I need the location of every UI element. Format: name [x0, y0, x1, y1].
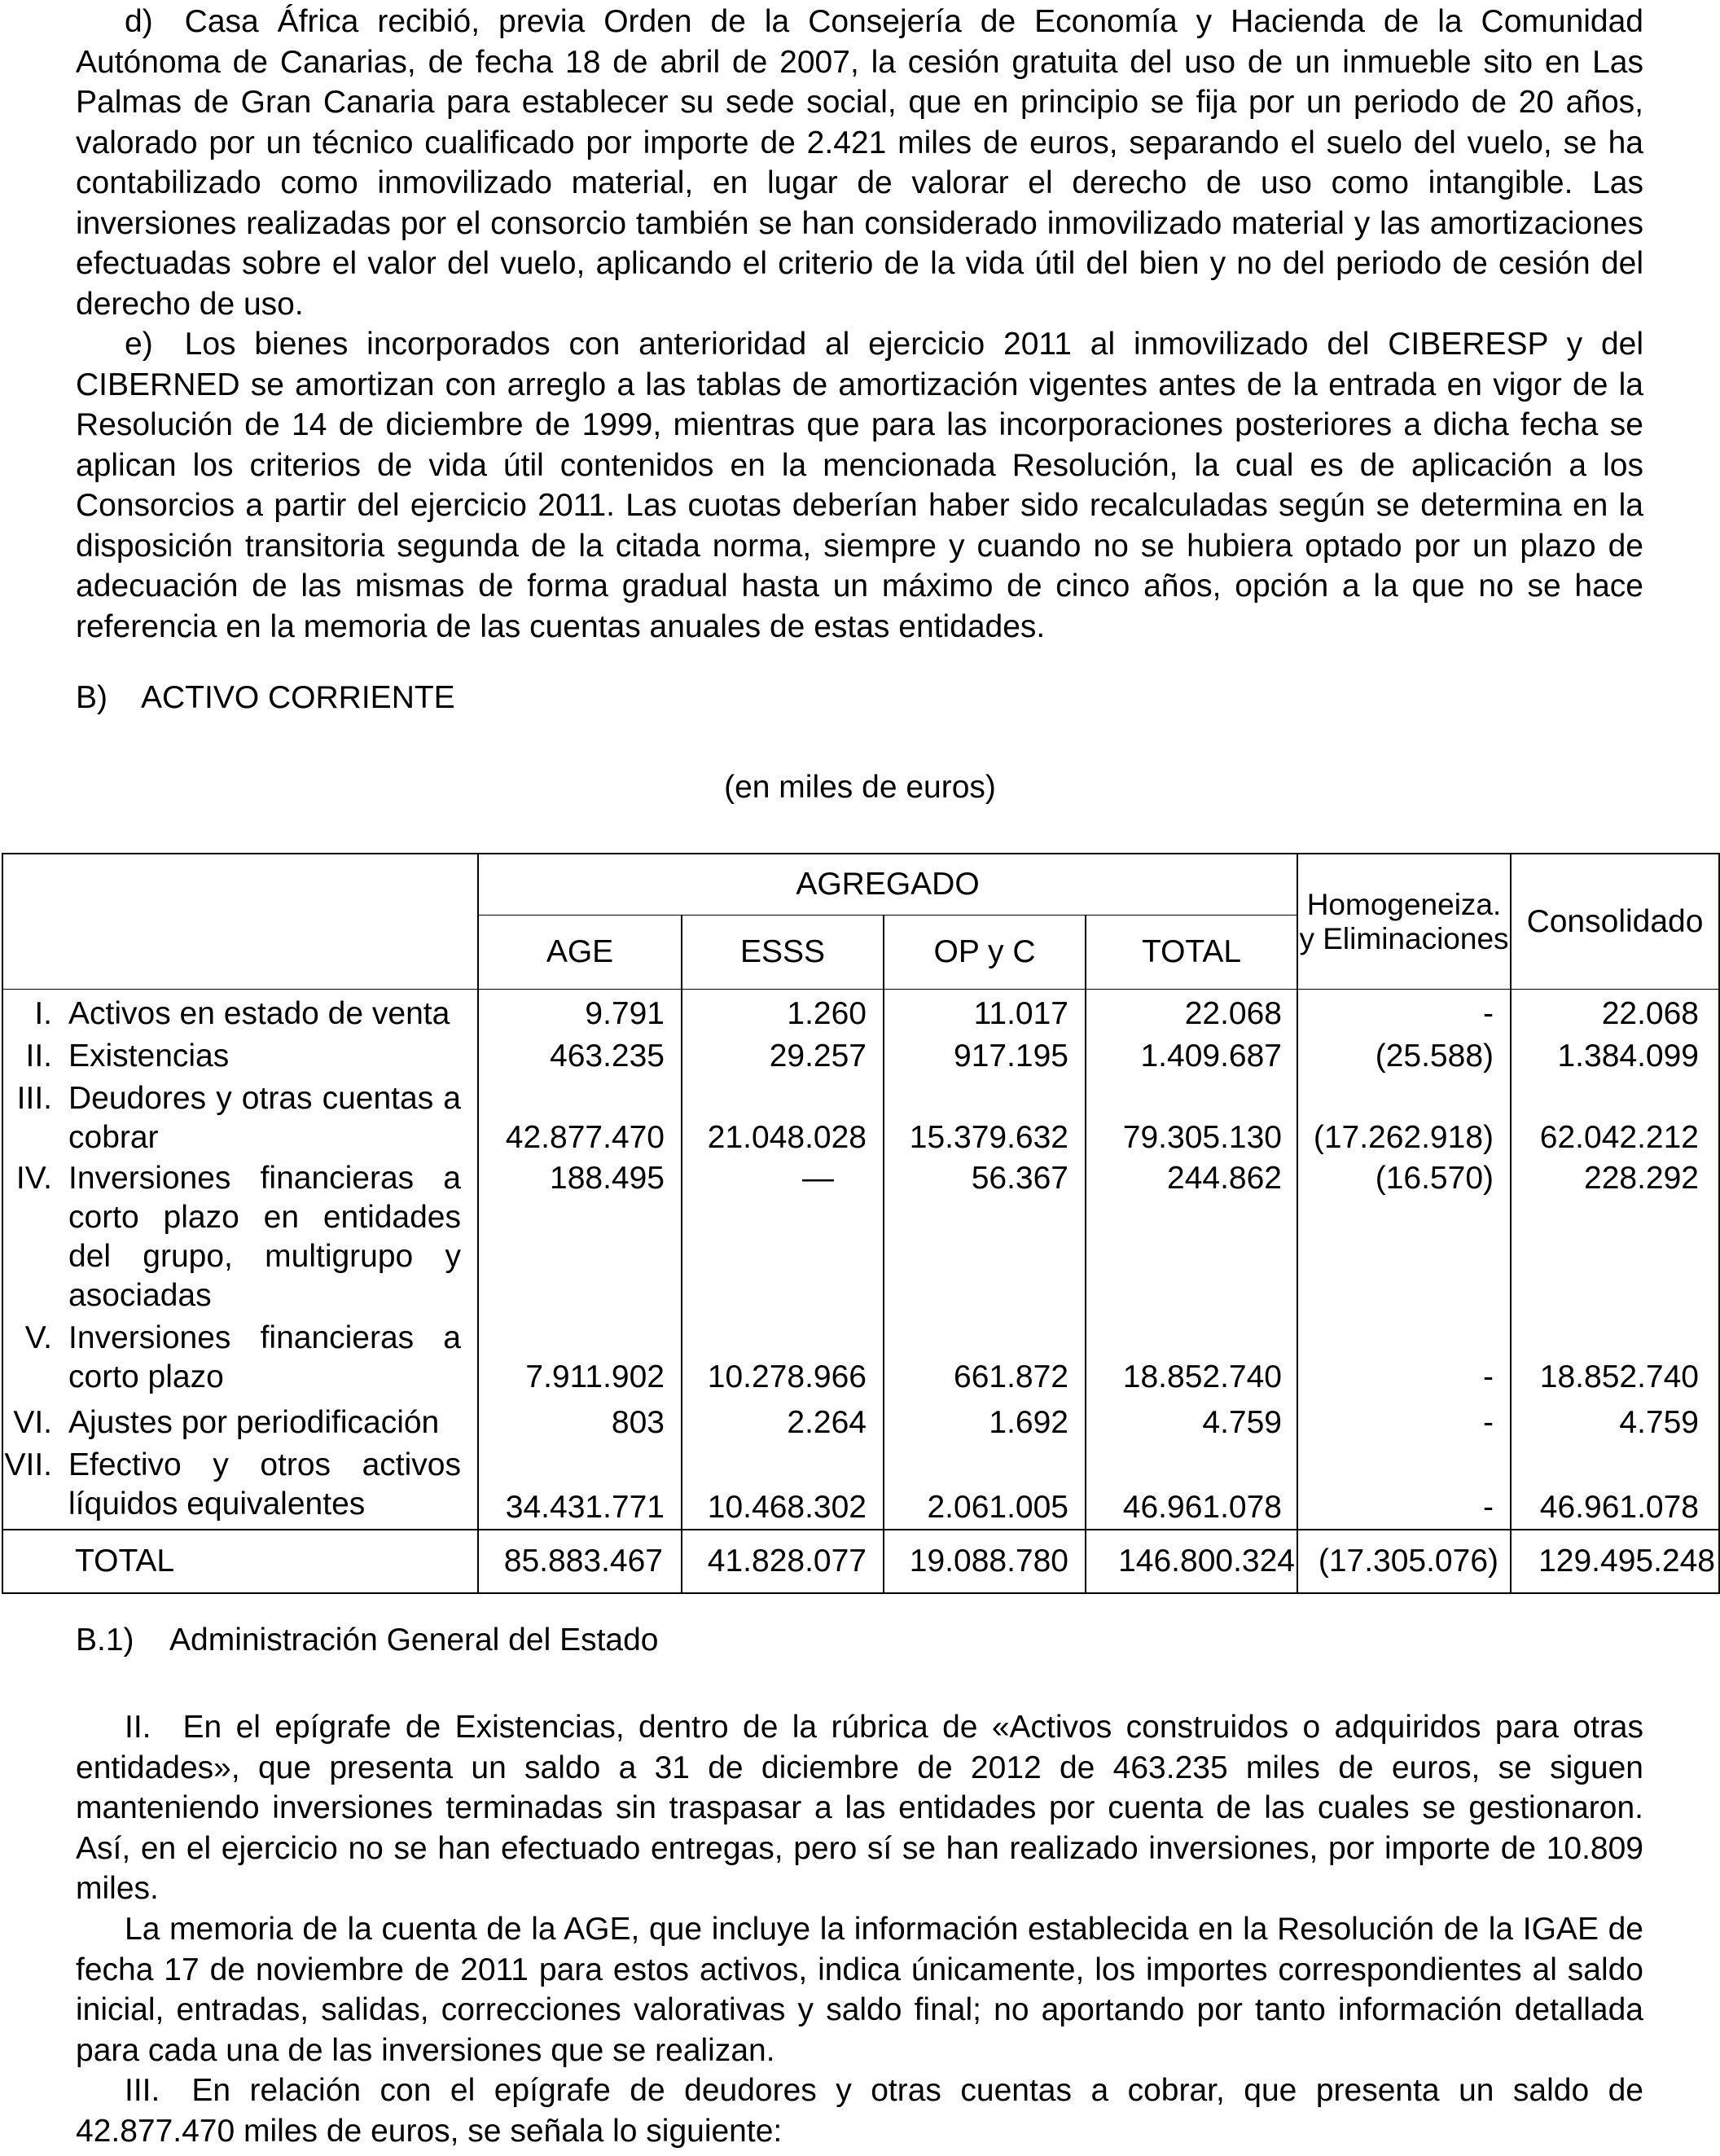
total-total: 146.800.324 [1086, 1530, 1297, 1593]
cell-age: 803 [478, 1397, 682, 1442]
subsection-heading [76, 1621, 658, 1660]
row-label: Activos en estado de venta [68, 996, 450, 1031]
cell-total: 18.852.740 [1086, 1315, 1297, 1397]
cell-homog: - [1297, 1442, 1511, 1530]
cell-age: 34.431.771 [478, 1442, 682, 1530]
cell-opyc: 917.195 [884, 1034, 1086, 1076]
cell-opyc: 11.017 [884, 990, 1086, 1034]
cell-age: 9.791 [478, 990, 682, 1034]
subsection-title: Administración General del Estado [169, 1622, 659, 1658]
cell-total: 4.759 [1086, 1397, 1297, 1442]
section-title: ACTIVO CORRIENTE [141, 680, 455, 715]
current-assets-table [2, 853, 1720, 1594]
row-number: II. [25, 1038, 52, 1074]
header-esss: ESSS [682, 916, 884, 990]
cell-opyc: 1.692 [884, 1397, 1086, 1442]
paragraph-memoria: La memoria de la cuenta de la AGE, que incluye la información establecida en la Resolución de la IGAE de fecha 17 de noviembre de 2011 para estos activos, indica únicamente, los importes correspondientes al saldo inicial, entradas, salidas, correcciones valorativas y saldo final; no aportando por tanto información detallada para cada una de las inversiones que se realizan. [76, 1911, 1643, 2068]
cell-consol: 228.292 [1511, 1157, 1719, 1315]
row-label: Inversiones financieras a corto plazo [68, 1320, 461, 1394]
row-label: Efectivo y otros activos líquidos equivalentes [68, 1447, 461, 1521]
cell-age: 188.495 [478, 1157, 682, 1315]
paragraph-d: d) Casa África recibió, previa Orden de la Consejería de Economía y Hacienda de la Comunidad Autónoma de Canarias, de fecha 18 de abril de 2007, la cesión gratuita del uso de un inmueble sito en Las Palmas de Gran Canaria para establecer su sede social, que en principio se fija por un periodo de 20 años, valorado por un técnico cualificado por importe de 2.421 miles de euros, separando el suelo del vuelo, se ha contabilizado como inmovilizado material, en lugar de valorar el derecho de uso como intangible. Las inversiones realizadas por el consorcio también se han considerado inmovilizado material y las amortizaciones efectuadas sobre el valor del vuelo, aplicando el criterio de la vida útil del bien y no del periodo de cesión del derecho de uso. [76, 4, 1643, 322]
cell-consol: 46.961.078 [1511, 1442, 1719, 1530]
cell-homog: (16.570) [1297, 1157, 1511, 1315]
header-empty-cell [2, 854, 478, 990]
header-age: AGE [478, 916, 682, 990]
header-opyc: OP y C [884, 916, 1086, 990]
cell-esss: 29.257 [682, 1034, 884, 1076]
bottom-text-block [76, 1707, 1643, 2152]
cell-esss: 1.260 [682, 990, 884, 1034]
cell-consol: 4.759 [1511, 1397, 1719, 1442]
cell-consol: 18.852.740 [1511, 1315, 1719, 1397]
cell-total: 79.305.130 [1086, 1076, 1297, 1157]
section-heading [76, 680, 455, 716]
table-row [2, 1397, 1719, 1442]
row-number: VII. [4, 1447, 52, 1482]
table-row [2, 1315, 1719, 1397]
cell-esss: 2.264 [682, 1397, 884, 1442]
header-agregado: AGREGADO [478, 854, 1297, 916]
table-row [2, 1034, 1719, 1076]
cell-opyc: 15.379.632 [884, 1076, 1086, 1157]
total-opyc: 19.088.780 [884, 1530, 1086, 1593]
row-number: III. [16, 1081, 52, 1116]
row-label: Inversiones financieras a corto plazo en entidades del grupo, multigrupo y asociadas [68, 1161, 461, 1313]
cell-homog: - [1297, 990, 1511, 1034]
cell-homog: (17.262.918) [1297, 1076, 1511, 1157]
cell-homog: - [1297, 1315, 1511, 1397]
total-age: 85.883.467 [478, 1530, 682, 1593]
row-label: Deudores y otras cuentas a cobrar [68, 1081, 461, 1155]
subsection-number: B.1) [76, 1622, 134, 1658]
cell-age: 463.235 [478, 1034, 682, 1076]
total-consol: 129.495.248 [1511, 1530, 1719, 1593]
cell-age: 7.911.902 [478, 1315, 682, 1397]
table-row [2, 1442, 1719, 1530]
paragraph-ii: II. En el epígrafe de Existencias, dentro de la rúbrica de «Activos construidos o adquiridos para otras entidades», que presenta un saldo a 31 de diciembre de 2012 de 463.235 miles de euros, se siguen manteniendo inversiones terminadas sin traspasar a las entidades por cuenta de las cuales se gestionaron. Así, en el ejercicio no se han efectuado entregas, pero sí se han realizado inversiones, por importe de 10.809 miles. [76, 1710, 1643, 1907]
cell-total: 244.862 [1086, 1157, 1297, 1315]
cell-opyc: 2.061.005 [884, 1442, 1086, 1530]
total-label: TOTAL [2, 1530, 478, 1593]
cell-esss: 21.048.028 [682, 1076, 884, 1157]
row-number: I. [34, 996, 52, 1031]
units-caption: (en miles de euros) [724, 770, 996, 805]
header-consolidado: Consolidado [1511, 854, 1719, 990]
row-number: VI. [13, 1405, 52, 1440]
cell-age: 42.877.470 [478, 1076, 682, 1157]
section-number: B) [76, 680, 108, 715]
header-homogeneizacion: Homogeneiza. y Eliminaciones [1297, 854, 1511, 990]
row-number: V. [24, 1320, 52, 1355]
top-text-block [76, 0, 1643, 647]
total-homog: (17.305.076) [1297, 1530, 1511, 1593]
cell-consol: 62.042.212 [1511, 1076, 1719, 1157]
paragraph-iii: III. En relación con el epígrafe de deudores y otras cuentas a cobrar, que presenta un saldo de 42.877.470 miles de euros, se señala lo siguiente: [76, 2073, 1643, 2149]
cell-total: 46.961.078 [1086, 1442, 1297, 1530]
row-label: Ajustes por periodificación [68, 1405, 440, 1440]
paragraph-e: e) Los bienes incorporados con anterioridad al ejercicio 2011 al inmovilizado del CIBERESP y del CIBERNED se amortizan con arreglo a las tablas de amortización vigentes antes de la entrada en vigor de la Resolución de 14 de diciembre de 1999, mientras que para las incorporaciones posteriores a dicha fecha se aplican los criterios de vida útil contenidos en la mencionada Resolución, la cual es de aplicación a los Consorcios a partir del ejercicio 2011. Las cuotas deberían haber sido recalculadas según se determina en la disposición transitoria segunda de la citada norma, siempre y cuando no se hubiera optado por un plazo de adecuación de las mismas de forma gradual hasta un máximo de cinco años, opción a la que no se hace referencia en la memoria de las cuentas anuales de estas entidades. [76, 327, 1643, 644]
cell-total: 22.068 [1086, 990, 1297, 1034]
cell-opyc: 661.872 [884, 1315, 1086, 1397]
cell-homog: - [1297, 1397, 1511, 1442]
cell-esss: 10.278.966 [682, 1315, 884, 1397]
cell-consol: 1.384.099 [1511, 1034, 1719, 1076]
header-total: TOTAL [1141, 934, 1242, 969]
cell-esss: 10.468.302 [682, 1442, 884, 1530]
total-esss: 41.828.077 [682, 1530, 884, 1593]
table-row [2, 1157, 1719, 1315]
table-row [2, 1076, 1719, 1157]
cell-total: 1.409.687 [1086, 1034, 1297, 1076]
table-total-row [2, 1530, 1719, 1593]
row-number: IV. [15, 1161, 52, 1196]
table-row [2, 990, 1719, 1034]
cell-opyc: 56.367 [884, 1157, 1086, 1315]
cell-homog: (25.588) [1297, 1034, 1511, 1076]
row-label: Existencias [68, 1038, 230, 1074]
cell-esss: — [682, 1157, 884, 1315]
cell-consol: 22.068 [1511, 990, 1719, 1034]
